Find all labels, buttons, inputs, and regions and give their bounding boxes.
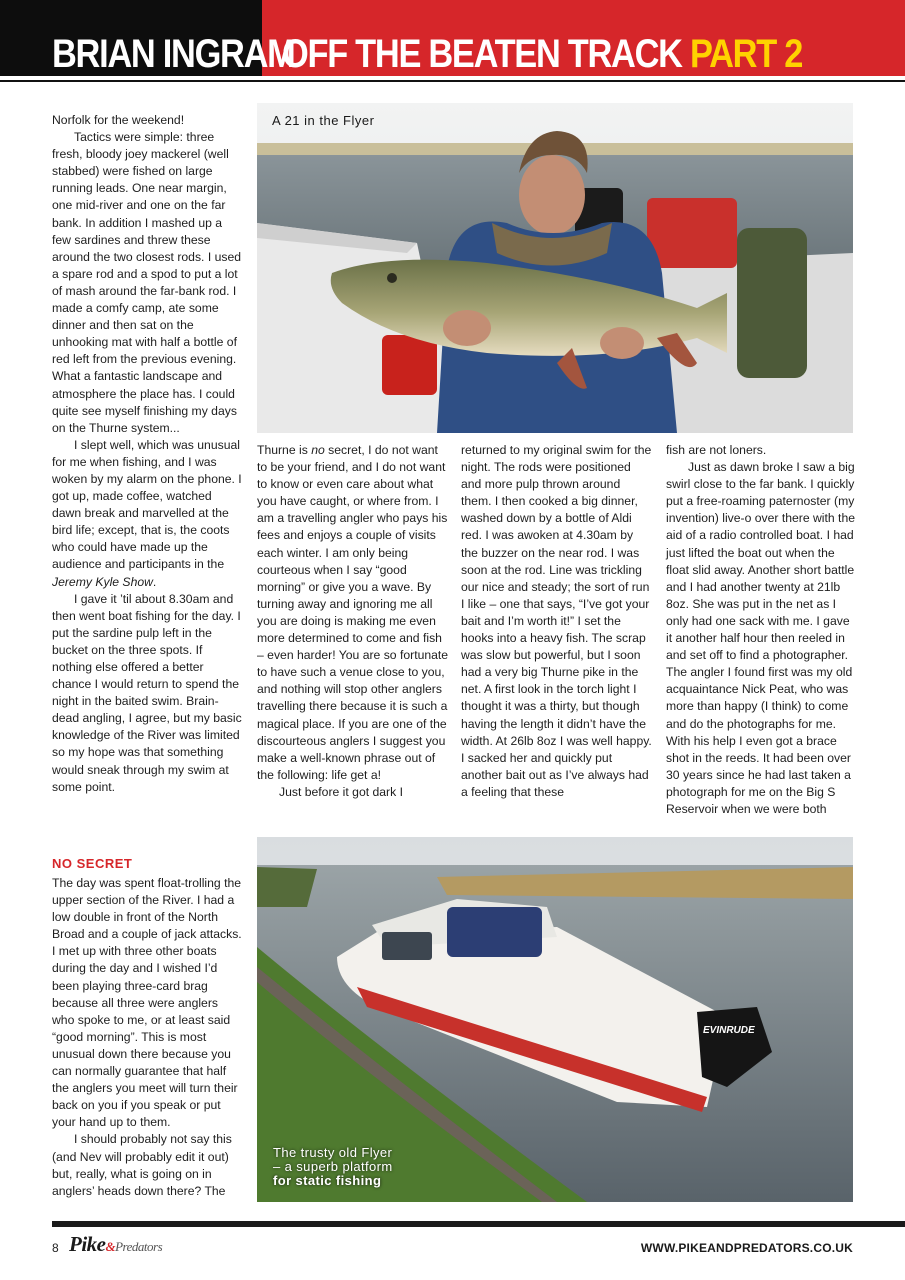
footer-rule <box>52 1221 905 1227</box>
magazine-logo <box>69 1232 162 1257</box>
emphasis: no <box>311 443 325 457</box>
website-url: WWW.PIKEANDPREDATORS.CO.UK <box>640 1241 853 1255</box>
show-title: Jeremy Kyle Show <box>52 574 153 589</box>
title-main: OFF THE BEATEN TRACK <box>282 32 682 76</box>
page-number: 8 <box>52 1241 59 1255</box>
column-1-continued <box>52 875 242 1200</box>
paragraph: returned to my original swim for the night. The rods were positioned and more pulp thrown around them. I then cooked a big dinner, washed down by a bottle of Aldi red. I was awoken at 4.30am by the buzzer on the near rod. I was soon at the rod. Line was trickling our nice and steady; the sort of run I like – one that says, “I’ve got your bait and I’m worth it!” I set the hooks into a heavy fish. The scrap was slow but powerful, but I soon had a very big Thurne pike in the net. A first look in the torch light I thought it was a thirty, but though having the length it didn’t have the width. At 26lb 8oz I was well happy. I sacked her and quickly put another bait out as I’ve always had a feeling that these <box>461 443 652 799</box>
section-subhead: NO SECRET <box>52 856 133 871</box>
pike-photo-illustration <box>257 103 853 433</box>
title-part: PART 2 <box>690 32 803 76</box>
column-1 <box>52 112 242 796</box>
caption-line: The trusty old Flyer <box>273 1145 393 1160</box>
logo-sub: Predators <box>115 1239 163 1254</box>
caption-line: – a superb platform <box>273 1159 393 1174</box>
pike-photo <box>257 103 853 433</box>
caption-line: for static fishing <box>273 1173 382 1188</box>
author-name: BRIAN INGRAM <box>52 32 295 76</box>
column-4 <box>666 442 858 818</box>
outboard-brand: EVINRUDE <box>703 1025 755 1036</box>
paragraph: I gave it ’til about 8.30am and then went boat fishing for the day. I put the sardine pulp left in the bucket on the three spots. If nothing else offered a better chance I would return to spend the night in the baited swim. Brain-dead angling, I agree, but my basic knowledge of the River was limited so my hope was that something would sneak through my swim at some point. <box>52 591 242 794</box>
paragraph <box>257 442 449 784</box>
paragraph: I should probably not say this (and Nev will probably edit it out) but, really, what is going on in anglers’ heads down there? The <box>52 1132 232 1198</box>
paragraph: Just as dawn broke I saw a big swirl close to the far bank. I quickly put a free-roaming paternoster (my invention) live-o over there with the aid of a radio controlled boat. I had just lifted the boat out when the float slid away. Another short battle and I had another twenty at 21lb 8oz. She was put in the net as I only had one sack with me. I gave it another half hour then reeled in and set off to find a photographer. The angler I found first was my old acquaintance Nick Peat, who was more than happy (I think) to come and do the photographs for me. With his help I even got a brace shot in the reeds. It had been over 30 years since he had last taken a photograph for me on the Big S Reservoir when we were both <box>666 460 856 816</box>
text-run: I slept well, which was unusual for me when fishing, and I was woken by my alarm on the phone. I got up, made coffee, watched dawn break and marvelled at the bird life; except, that is, the coots who could have made up the audience and participants in the <box>52 437 242 572</box>
top-photo-caption: A 21 in the Flyer <box>272 113 375 128</box>
paragraph <box>52 437 242 591</box>
column-2 <box>257 442 449 801</box>
logo-main: Pike <box>69 1232 106 1256</box>
paragraph: Norfolk for the weekend! <box>52 113 185 127</box>
article-title <box>282 30 802 78</box>
bottom-photo-caption <box>273 1146 393 1188</box>
paragraph: Tactics were simple: three fresh, bloody joey mackerel (well stabbed) were fished on large running leads. One near margin, one mid-river and one on the far bank. In addition I mashed up a few sardines and threw these around the two closest rods. I used a spare rod and a spod to put a lot of mash around the far-bank rod. I made a comfy camp, ate some dinner and then sat on the unhooking mat with half a bottle of red left from the previous evening. What a fantastic landscape and atmosphere the place has. I could quite see myself finishing my days on the Thurne system... <box>52 130 242 435</box>
column-3 <box>461 442 653 801</box>
paragraph: The day was spent float-trolling the upper section of the River. I had a low double in front of the North Broad and a couple of jack attacks. I met up with three other boats during the day and I wished I’d been playing three-card brag because all three were anglers who spoke to me, or at least said “good morning”. This is most unusual down there because you can normally guarantee that half the anglers you meet will turn their back on you if you speak or put your hand up to them. <box>52 876 242 1130</box>
logo-amp: & <box>105 1239 116 1254</box>
paragraph: fish are not loners. <box>666 443 767 457</box>
header-rule <box>0 80 905 82</box>
text-run: . <box>152 574 157 589</box>
text-run: Thurne is <box>257 443 312 457</box>
text-run: secret, I do not want to be your friend, and I do not want to know or even care about what you have caught, or where from. I am a travelling angler who pays his fees and enjoys a couple of visits each winter. I am only being courteous when I say “good morning” or give you a wave. By turning away and ignoring me all you are doing is making me even more determined to come and fish – even harder! You are so fortunate to have such a venue close to you, and nothing will stop other anglers travelling there because it is such a magical place. If you are one of the discourteous anglers I suggest you make a well-known phrase out of the following: life get a! <box>257 443 449 782</box>
paragraph: Just before it got dark I <box>279 784 403 799</box>
